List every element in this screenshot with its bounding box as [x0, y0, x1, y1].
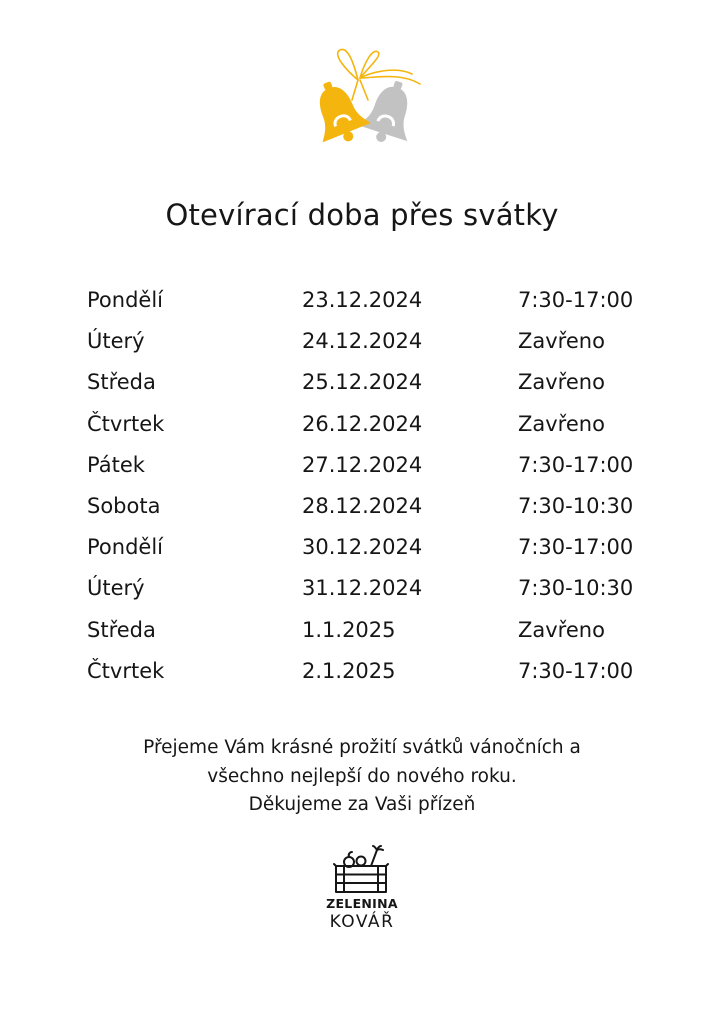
brand-logo [312, 842, 412, 942]
schedule-hours: 7:30-10:30 [518, 493, 634, 518]
schedule-row [0, 486, 724, 527]
schedule-day: Pondělí [87, 288, 163, 312]
schedule-date: 2.1.2025 [302, 658, 396, 683]
greeting-line: Přejeme Vám krásné prožití svátků vánočních a [143, 737, 581, 758]
schedule-day: Úterý [87, 329, 145, 354]
schedule-row [0, 445, 724, 486]
greeting-line: všechno nejlepší do nového roku. [207, 765, 517, 787]
schedule-date: 30.12.2024 [302, 535, 423, 560]
schedule-date: 28.12.2024 [302, 493, 423, 518]
schedule-date: 1.1.2025 [302, 617, 396, 642]
schedule-row [0, 404, 724, 445]
schedule-row [0, 280, 724, 321]
logo-text-kovar: KOVÁŘ [329, 912, 395, 932]
schedule-date: 26.12.2024 [302, 411, 423, 436]
schedule-hours: Zavřeno [518, 617, 605, 642]
schedule-hours: 7:30-17:00 [518, 452, 634, 477]
schedule-hours: 7:30-10:30 [518, 576, 634, 601]
schedule-hours: Zavřeno [518, 370, 605, 395]
schedule-date: 25.12.2024 [302, 370, 423, 395]
schedule-date: 23.12.2024 [302, 288, 423, 312]
schedule-hours: 7:30-17:00 [518, 658, 634, 683]
schedule-day: Čtvrtek [87, 411, 165, 436]
christmas-bells-icon [300, 44, 424, 148]
schedule-row [0, 362, 724, 403]
schedule-row [0, 321, 724, 362]
schedule-day: Pátek [87, 452, 145, 477]
page-title: Otevírací doba přes svátky [165, 198, 559, 232]
schedule-row [0, 610, 724, 651]
schedule-row [0, 651, 724, 692]
schedule-date: 27.12.2024 [302, 452, 423, 477]
vegetable-crate-icon [333, 844, 389, 894]
schedule-hours: Zavřeno [518, 411, 605, 436]
logo-text-zelenina: ZELENINA [326, 896, 398, 911]
schedule-day: Středa [87, 617, 156, 642]
schedule-date: 31.12.2024 [302, 576, 423, 601]
schedule-hours: 7:30-17:00 [518, 288, 634, 312]
schedule-day: Úterý [87, 576, 145, 601]
schedule-date: 24.12.2024 [302, 329, 423, 354]
schedule-row [0, 527, 724, 568]
holiday-greeting [0, 734, 724, 820]
schedule-day: Pondělí [87, 535, 163, 560]
schedule-hours: 7:30-17:00 [518, 535, 634, 560]
holiday-schedule [0, 280, 724, 692]
greeting-line: Děkujeme za Vaši přízeň [248, 794, 476, 815]
schedule-day: Sobota [87, 493, 161, 518]
schedule-day: Středa [87, 370, 156, 395]
schedule-day: Čtvrtek [87, 658, 165, 683]
schedule-row [0, 568, 724, 609]
schedule-hours: Zavřeno [518, 329, 605, 354]
